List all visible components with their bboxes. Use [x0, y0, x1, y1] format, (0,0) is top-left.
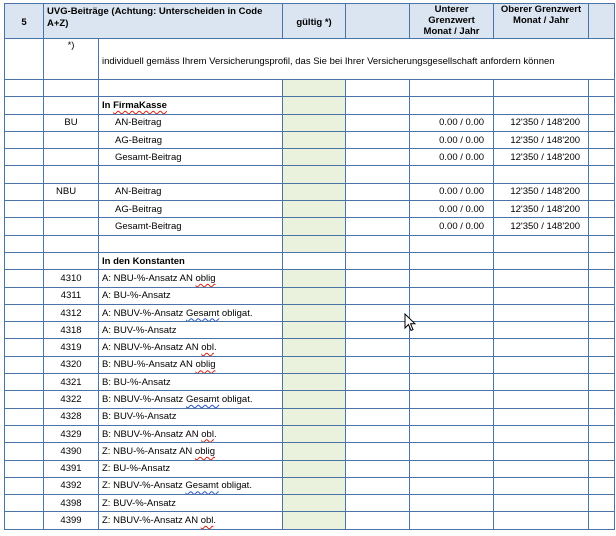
upper-limit: 12'350 / 148'200	[494, 114, 589, 131]
mouse-cursor-icon	[404, 313, 416, 332]
empty-cell	[44, 252, 99, 269]
section-title: UVG-Beiträge (Achtung: Unterscheiden in Code A+Z)	[44, 4, 283, 39]
constant-label-part: Z: BUV-%-Ansatz	[102, 497, 176, 509]
group-code: NBU	[44, 183, 99, 200]
constant-label-part: B: NBUV-%-Ansatz AN	[102, 428, 202, 440]
valid-input[interactable]	[283, 460, 346, 477]
section-number: 5	[5, 4, 44, 39]
empty-cell	[346, 218, 410, 235]
valid-input[interactable]	[283, 356, 346, 373]
empty-cell	[5, 252, 44, 269]
constant-label-part: obl	[201, 428, 214, 440]
upper-limit: 12'350 / 148'200	[494, 218, 589, 235]
upper-limit: 12'350 / 148'200	[494, 183, 589, 200]
empty-cell	[410, 235, 494, 252]
empty-cell	[589, 131, 615, 148]
empty-cell	[589, 114, 615, 131]
konstanten-row	[5, 460, 615, 477]
empty-cell	[410, 322, 494, 339]
valid-input[interactable]	[283, 235, 346, 252]
valid-input[interactable]	[283, 80, 346, 97]
empty-cell	[5, 512, 44, 529]
valid-input[interactable]	[283, 339, 346, 356]
empty-cell	[346, 322, 410, 339]
konstanten-row	[5, 339, 615, 356]
empty-cell	[5, 183, 44, 200]
konstanten-row	[5, 408, 615, 425]
empty-cell	[589, 339, 615, 356]
konstanten-row	[5, 270, 615, 287]
empty-cell	[5, 131, 44, 148]
empty-cell	[494, 97, 589, 114]
firmakasse-title-word: FirmaKasse	[113, 99, 167, 111]
valid-input[interactable]	[283, 131, 346, 148]
konstanten-row	[5, 512, 615, 529]
valid-input[interactable]	[283, 477, 346, 494]
constant-label-part: obligat.	[218, 480, 252, 492]
empty-cell	[5, 218, 44, 235]
constant-code: 4310	[44, 270, 99, 287]
empty-cell	[99, 235, 283, 252]
empty-cell	[346, 149, 410, 166]
empty-cell	[346, 512, 410, 529]
firmakasse-title-row	[5, 97, 615, 114]
konstanten-row	[5, 477, 615, 494]
empty-cell	[494, 495, 589, 512]
constant-label	[99, 287, 283, 304]
contribution-label: AG-Beitrag	[99, 201, 283, 218]
valid-input[interactable]	[283, 270, 346, 287]
lower-limit: 0.00 / 0.00	[410, 201, 494, 218]
empty-cell	[494, 512, 589, 529]
empty-cell	[494, 80, 589, 97]
valid-header: gültig *)	[283, 4, 346, 39]
constant-label-part: Gesamt	[185, 307, 220, 319]
valid-input[interactable]	[283, 408, 346, 425]
empty-cell	[494, 339, 589, 356]
constant-label-part: obligat.	[219, 393, 253, 405]
valid-input[interactable]	[283, 512, 346, 529]
empty-cell	[494, 322, 589, 339]
valid-input[interactable]	[283, 97, 346, 114]
lower-limit: 0.00 / 0.00	[410, 183, 494, 200]
empty-cell	[410, 252, 494, 269]
empty-cell	[589, 322, 615, 339]
empty-cell	[494, 235, 589, 252]
constant-label-part: obligat.	[219, 307, 253, 319]
empty-cell	[589, 183, 615, 200]
empty-cell	[346, 374, 410, 391]
constant-label-part: A: BU-%-Ansatz	[102, 290, 171, 302]
lower-limit: 0.00 / 0.00	[410, 218, 494, 235]
group-code: BU	[44, 114, 99, 131]
empty-cell	[410, 408, 494, 425]
konstanten-row	[5, 495, 615, 512]
empty-cell	[346, 97, 410, 114]
empty-cell	[410, 270, 494, 287]
constant-code: 4321	[44, 374, 99, 391]
header-row	[5, 4, 615, 39]
empty-cell	[44, 80, 99, 97]
valid-input[interactable]	[283, 391, 346, 408]
constant-label-part: Z: NBUV-%-Ansatz AN	[102, 515, 201, 527]
empty-cell	[346, 304, 410, 321]
upper-limit: 12'350 / 148'200	[494, 149, 589, 166]
group-code	[44, 218, 99, 235]
constant-label	[99, 356, 283, 373]
constant-label	[99, 374, 283, 391]
empty-cell	[5, 339, 44, 356]
empty-cell	[346, 391, 410, 408]
empty-cell	[5, 391, 44, 408]
empty-cell	[44, 97, 99, 114]
valid-input[interactable]	[283, 201, 346, 218]
empty-cell	[494, 408, 589, 425]
constant-label-part: oblig	[194, 445, 215, 457]
empty-cell	[494, 252, 589, 269]
valid-input[interactable]	[283, 374, 346, 391]
empty-cell	[346, 270, 410, 287]
empty-cell	[44, 166, 99, 183]
valid-input[interactable]	[283, 322, 346, 339]
constant-label-part: A: NBU-%-Ansatz AN	[102, 272, 196, 284]
empty-cell	[5, 477, 44, 494]
lower-limit: 0.00 / 0.00	[410, 149, 494, 166]
constant-code: 4328	[44, 408, 99, 425]
empty-cell	[589, 443, 615, 460]
empty-cell	[5, 374, 44, 391]
valid-input[interactable]	[283, 425, 346, 442]
constant-code: 4398	[44, 495, 99, 512]
empty-cell	[346, 408, 410, 425]
firmakasse-row	[5, 218, 615, 235]
valid-input[interactable]	[283, 149, 346, 166]
constant-label	[99, 443, 283, 460]
empty-cell	[5, 235, 44, 252]
konstanten-row	[5, 287, 615, 304]
constant-code: 4322	[44, 391, 99, 408]
group-code	[44, 149, 99, 166]
konstanten-row	[5, 374, 615, 391]
empty-cell	[5, 270, 44, 287]
constant-code: 4399	[44, 512, 99, 529]
valid-input[interactable]	[283, 443, 346, 460]
lower-limit: 0.00 / 0.00	[410, 131, 494, 148]
valid-input[interactable]	[283, 114, 346, 131]
note-marker: *)	[44, 39, 99, 80]
blank-row	[5, 80, 615, 97]
group-code	[44, 201, 99, 218]
constant-code: 4318	[44, 322, 99, 339]
empty-cell	[410, 356, 494, 373]
constant-label-part: oblig	[195, 359, 216, 371]
constant-label-part: Z: NBUV-%-Ansatz	[102, 480, 186, 492]
empty-header	[346, 4, 410, 39]
empty-cell	[5, 425, 44, 442]
constant-code: 4311	[44, 287, 99, 304]
firmakasse-title-prefix: In	[102, 99, 114, 111]
empty-cell	[494, 391, 589, 408]
constant-code: 4312	[44, 304, 99, 321]
empty-cell	[589, 201, 615, 218]
empty-cell	[589, 252, 615, 269]
lower-limit: 0.00 / 0.00	[410, 114, 494, 131]
valid-input[interactable]	[283, 166, 346, 183]
constant-label-part: B: BU-%-Ansatz	[102, 376, 171, 388]
empty-cell	[494, 356, 589, 373]
empty-cell	[589, 270, 615, 287]
firmakasse-row	[5, 183, 615, 200]
constant-code: 4391	[44, 460, 99, 477]
valid-input[interactable]	[283, 218, 346, 235]
note-row	[5, 39, 615, 80]
constant-label-part: A: NBUV-%-Ansatz	[102, 307, 186, 319]
group-code	[44, 131, 99, 148]
valid-input[interactable]	[283, 304, 346, 321]
empty-cell	[346, 339, 410, 356]
empty-cell	[410, 166, 494, 183]
empty-cell	[494, 270, 589, 287]
valid-input[interactable]	[283, 495, 346, 512]
constant-label-part: obl	[200, 515, 214, 527]
constant-label-part: B: BUV-%-Ansatz	[102, 411, 177, 423]
constant-label-part: A: NBUV-%-Ansatz AN	[102, 342, 202, 354]
empty-cell	[5, 149, 44, 166]
constant-label	[99, 391, 283, 408]
empty-cell	[410, 339, 494, 356]
empty-cell	[410, 460, 494, 477]
constant-label	[99, 460, 283, 477]
empty-cell	[5, 97, 44, 114]
constant-label	[99, 495, 283, 512]
constant-label	[99, 477, 283, 494]
constant-label	[99, 339, 283, 356]
empty-cell	[283, 252, 346, 269]
empty-cell	[410, 287, 494, 304]
constant-label-part: Gesamt	[185, 393, 220, 405]
constant-label	[99, 270, 283, 287]
upper-limit: 12'350 / 148'200	[494, 131, 589, 148]
empty-cell	[589, 356, 615, 373]
empty-cell	[99, 80, 283, 97]
empty-cell	[346, 114, 410, 131]
firmakasse-row	[5, 201, 615, 218]
empty-cell	[589, 408, 615, 425]
uvg-table	[4, 3, 615, 530]
valid-input[interactable]	[283, 287, 346, 304]
constant-label-part: .	[213, 515, 217, 527]
empty-cell	[5, 287, 44, 304]
constant-label	[99, 304, 283, 321]
empty-cell	[589, 235, 615, 252]
konstanten-row	[5, 304, 615, 321]
empty-cell	[346, 495, 410, 512]
empty-cell	[410, 512, 494, 529]
empty-cell	[5, 166, 44, 183]
empty-cell	[589, 287, 615, 304]
constant-label-part: Z: BU-%-Ansatz	[102, 463, 171, 475]
empty-cell	[494, 477, 589, 494]
constant-label	[99, 322, 283, 339]
constant-code: 4392	[44, 477, 99, 494]
empty-cell	[346, 252, 410, 269]
firmakasse-row	[5, 114, 615, 131]
constant-label-part: obl	[201, 342, 214, 354]
constant-label-part: .	[213, 342, 217, 354]
empty-cell	[99, 166, 283, 183]
empty-cell	[410, 391, 494, 408]
empty-cell	[346, 425, 410, 442]
empty-cell	[410, 477, 494, 494]
empty-cell	[410, 80, 494, 97]
empty-cell	[589, 477, 615, 494]
firmakasse-title	[99, 97, 283, 114]
empty-cell	[5, 80, 44, 97]
empty-cell	[494, 374, 589, 391]
empty-cell	[5, 114, 44, 131]
empty-cell	[346, 166, 410, 183]
empty-cell	[589, 97, 615, 114]
upper-limit: 12'350 / 148'200	[494, 201, 589, 218]
empty-cell	[346, 460, 410, 477]
empty-cell	[494, 166, 589, 183]
constant-label-part: B: NBUV-%-Ansatz	[102, 393, 186, 405]
empty-cell	[5, 356, 44, 373]
contribution-label: Gesamt-Beitrag	[99, 149, 283, 166]
blank-row	[5, 166, 615, 183]
empty-cell	[5, 322, 44, 339]
contribution-label: AN-Beitrag	[99, 183, 283, 200]
empty-cell	[589, 460, 615, 477]
valid-input[interactable]	[283, 183, 346, 200]
empty-cell	[5, 460, 44, 477]
contribution-label: AG-Beitrag	[99, 131, 283, 148]
empty-cell	[346, 287, 410, 304]
constant-code: 4329	[44, 425, 99, 442]
empty-cell	[410, 495, 494, 512]
empty-cell	[410, 304, 494, 321]
empty-cell	[494, 287, 589, 304]
empty-cell	[494, 460, 589, 477]
constant-label-part: B: NBU-%-Ansatz AN	[102, 359, 196, 371]
empty-cell	[589, 495, 615, 512]
konstanten-row	[5, 425, 615, 442]
empty-cell	[589, 149, 615, 166]
empty-cell	[346, 356, 410, 373]
contribution-label: Gesamt-Beitrag	[99, 218, 283, 235]
constant-label-part: .	[213, 428, 217, 440]
empty-cell	[5, 495, 44, 512]
empty-cell	[589, 218, 615, 235]
empty-cell	[346, 80, 410, 97]
konstanten-row	[5, 443, 615, 460]
constant-label-part: Z: NBU-%-Ansatz AN	[102, 445, 195, 457]
empty-cell	[5, 304, 44, 321]
empty-cell	[589, 80, 615, 97]
konstanten-row	[5, 356, 615, 373]
empty-cell	[589, 304, 615, 321]
konstanten-title: In den Konstanten	[99, 252, 283, 269]
constant-code: 4319	[44, 339, 99, 356]
empty-cell	[346, 443, 410, 460]
constant-code: 4390	[44, 443, 99, 460]
constant-label	[99, 425, 283, 442]
upper-limit-header: Oberer Grenzwert Monat / Jahr	[494, 4, 589, 39]
konstanten-title-row	[5, 252, 615, 269]
empty-cell	[589, 512, 615, 529]
note-text: individuell gemäss Ihrem Versicherungsprofil, das Sie bei Ihrer Versicherungsgesellschaft anfordern können	[99, 39, 615, 80]
constant-label-part: oblig	[195, 272, 216, 284]
empty-cell	[346, 183, 410, 200]
empty-cell	[494, 304, 589, 321]
constant-label	[99, 512, 283, 529]
empty-cell	[494, 425, 589, 442]
firmakasse-row	[5, 131, 615, 148]
empty-cell	[44, 235, 99, 252]
empty-cell	[410, 425, 494, 442]
empty-cell	[589, 425, 615, 442]
empty-cell	[410, 374, 494, 391]
konstanten-row	[5, 322, 615, 339]
contribution-label: AN-Beitrag	[99, 114, 283, 131]
constant-label-part: Gesamt	[185, 480, 219, 492]
empty-cell	[346, 235, 410, 252]
empty-cell	[589, 166, 615, 183]
empty-cell	[5, 201, 44, 218]
firmakasse-row	[5, 149, 615, 166]
lower-limit-header: Unterer Grenzwert Monat / Jahr	[410, 4, 494, 39]
empty-cell	[346, 201, 410, 218]
empty-cell	[410, 443, 494, 460]
constant-label	[99, 408, 283, 425]
empty-cell	[346, 477, 410, 494]
konstanten-row	[5, 391, 615, 408]
empty-cell	[346, 131, 410, 148]
constant-code: 4320	[44, 356, 99, 373]
empty-cell	[5, 443, 44, 460]
empty-cell	[589, 391, 615, 408]
empty-cell	[494, 443, 589, 460]
empty-header	[589, 4, 615, 39]
blank-row	[5, 235, 615, 252]
constant-label-part: A: BUV-%-Ansatz	[102, 324, 177, 336]
empty-cell	[5, 408, 44, 425]
empty-cell	[410, 97, 494, 114]
empty-cell	[589, 374, 615, 391]
